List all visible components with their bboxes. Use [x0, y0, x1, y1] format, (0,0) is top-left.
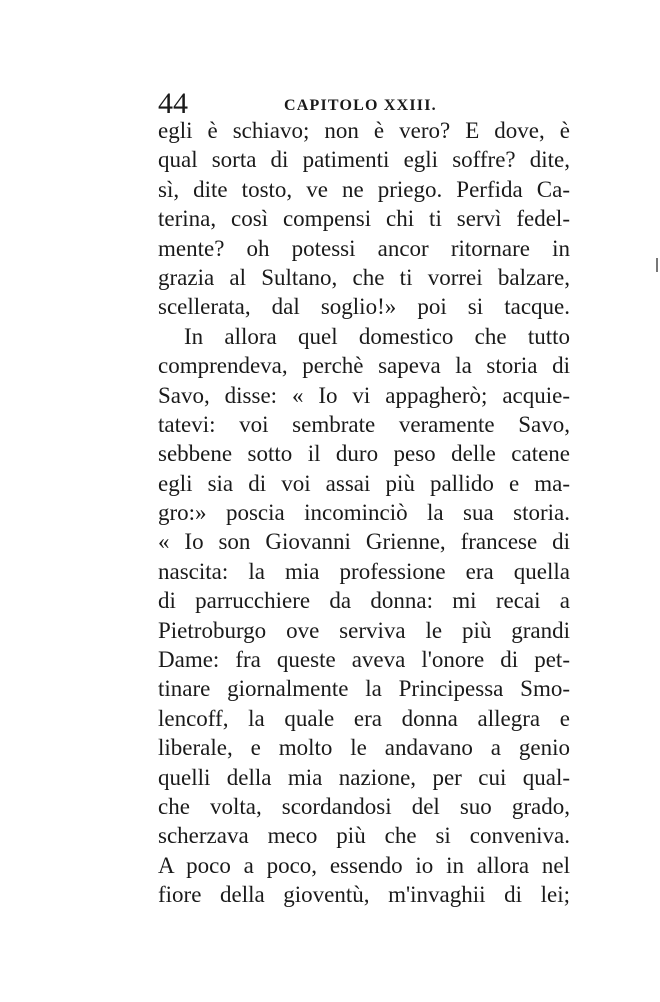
text-line: comprendeva, perchè sapeva la storia di	[158, 353, 570, 379]
text-line: tatevi: voi sembrate veramente Savo,	[158, 411, 570, 437]
text-line: tinare giornalmente la Principessa Smo-	[158, 676, 570, 702]
body-text	[158, 116, 570, 910]
text-line: fiore della gioventù, m'invaghii di lei;	[158, 882, 570, 908]
text-line: qual sorta di patimenti egli soffre? dite,	[158, 147, 570, 173]
text-line: scellerata, dal soglio!» poi si tacque.	[158, 294, 570, 320]
text-line: Dame: fra queste aveva l'onore di pet-	[158, 647, 570, 673]
text-line: di parrucchiere da donna: mi recai a	[158, 588, 570, 614]
text-line: sì, dite tosto, ve ne priego. Perfida Ca-	[158, 176, 570, 202]
text-line: liberale, e molto le andavano a genio	[158, 735, 570, 761]
text-line: Savo, disse: « Io vi appagherò; acquie-	[158, 382, 570, 408]
text-line: grazia al Sultano, che ti vorrei balzare,	[158, 264, 570, 290]
text-line: quelli della mia nazione, per cui qual-	[158, 764, 570, 790]
text-line: terina, così compensi chi ti servì fedel-	[158, 206, 570, 232]
running-head: CAPITOLO XXIII.	[284, 97, 437, 114]
paragraph-start-line: In allora quel domestico che tutto	[184, 323, 570, 349]
text-line: mente? oh potessi ancor ritornare in	[158, 235, 570, 261]
text-line: gro:» poscia incominciò la sua storia.	[158, 500, 570, 526]
text-line: egli sia di voi assai più pallido e ma-	[158, 470, 570, 496]
text-line: Pietroburgo ove serviva le più grandi	[158, 617, 570, 643]
text-line: A poco a poco, essendo io in allora nel	[158, 852, 570, 878]
text-line: che volta, scordandosi del suo grado,	[158, 793, 570, 819]
paragraph-start-line: « Io son Giovanni Grienne, francese di	[158, 529, 570, 555]
text-line: nascita: la mia professione era quella	[158, 558, 570, 584]
text-line: sebbene sotto il duro peso delle catene	[158, 441, 570, 467]
text-line: egli è schiavo; non è vero? E dove, è	[158, 118, 570, 143]
page-edge-mark	[656, 258, 658, 272]
text-line: scherzava meco più che si conveniva.	[158, 823, 570, 849]
text-line: lencoff, la quale era donna allegra e	[158, 705, 570, 731]
page-number: 44	[158, 87, 188, 120]
